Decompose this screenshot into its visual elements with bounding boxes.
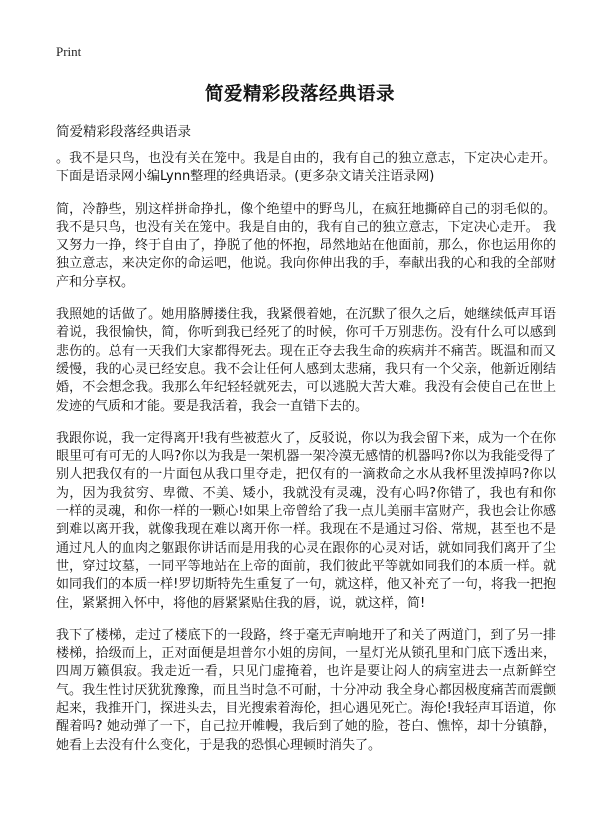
document-body: [56, 150, 556, 769]
paragraph-2: 简，冷静些，别这样拼命挣扎，像个绝望中的野鸟儿，在疯狂地撕碎自己的羽毛似的。我不是只鸟，也没有关在笼中。我是自由的，我有自己的独立意志，下定决心走开。 我又努力一挣，终于自由了，挣脱了他的怀抱，昂然地站在他面前，那么，你也运用你的独立意志，来决定你的命运吧，他说。我向你伸出我的手，奉献出我的心和我的全部财产和分享权。: [56, 201, 556, 290]
document-subtitle: 简爱精彩段落经典语录: [56, 124, 191, 140]
paragraph-1: 。我不是只鸟，也没有关在笼中。我是自由的，我有自己的独立意志，下定决心走开。 下面是语录网小编Lynn整理的经典语录。(更多杂文请关注语录网): [56, 151, 556, 185]
page-title: 简爱精彩段落经典语录: [204, 84, 395, 105]
paragraph-3: 我照她的话做了。她用胳膊搂住我，我紧偎着她，在沉默了很久之后，她继续低声耳语着说，我很愉快，简，你听到我已经死了的时候，你可千万别悲伤。没有什么可以感到悲伤的。总有一天我们大家都得死去。现在正夺去我生命的疾病并不痛苦。既温和而又缓慢，我的心灵已经安息。我不会让任何人感到太悲痛，我只有一个父亲，他新近刚结婚，不会想念我。我那么年纪轻轻就死去，可以逃脱大苦大难。我没有会使自己在世上发迹的气质和才能。要是我活着，我会一直错下去的。: [56, 307, 556, 414]
paragraph-4: 我跟你说，我一定得离开!我有些被惹火了，反驳说，你以为我会留下来，成为一个在你眼里可有可无的人吗?你以为我是一架机器一架冷漠无感情的机器吗?你以为我能受得了别人把我仅有的一片面包从我口里夺走，把仅有的一滴救命之水从我杯里泼掉吗?你以为，因为我贫穷、卑微、不美、矮小，我就没有灵魂，没有心吗?你错了，我也有和你一样的灵魂，和你一样的一颗心!如果上帝曾给了我一点儿美丽丰富财产，我也会让你感到难以离开我，就像我现在难以离开你一样。我现在不是通过习俗、常规，甚至也不是通过凡人的血肉之躯跟你讲话而是用我的心灵在跟你的心灵对话，就如同我们离开了尘世，穿过坟墓，一同平等地站在上帝的面前，我们彼此平等就如同我们的本质一样。就如同我们的本质一样!罗切斯特先生重复了一句，就这样，他又补充了一句，将我一把抱住，紧紧拥入怀中，将他的唇紧紧贴住我的唇，说，就这样，简!: [56, 430, 556, 611]
paragraph-5: 我下了楼梯，走过了楼底下的一段路，终于毫无声响地开了和关了两道门，到了另一排楼梯，拾级而上，正对面便是坦普尔小姐的房间，一星灯光从锁孔里和门底下透出来，四周万籁俱寂。我走近一看，只见门虚掩着，也许是要让闷人的病室进去一点新鲜空气。我生性讨厌犹犹豫豫，而且当时急不可耐，十分冲动 我全身心都因极度痛苦而震颤起来，我推开门，探进头去，目光搜索着海伦，担心遇见死亡。海伦!我轻声耳语道，你醒着吗? 她动弹了一下，自己拉开帷幔，我后到了她的脸，苍白、憔悴，却十分镇静，她看上去没有什么变化，于是我的恐惧心理顿时消失了。: [56, 627, 556, 753]
print-link[interactable]: Print: [56, 44, 82, 59]
